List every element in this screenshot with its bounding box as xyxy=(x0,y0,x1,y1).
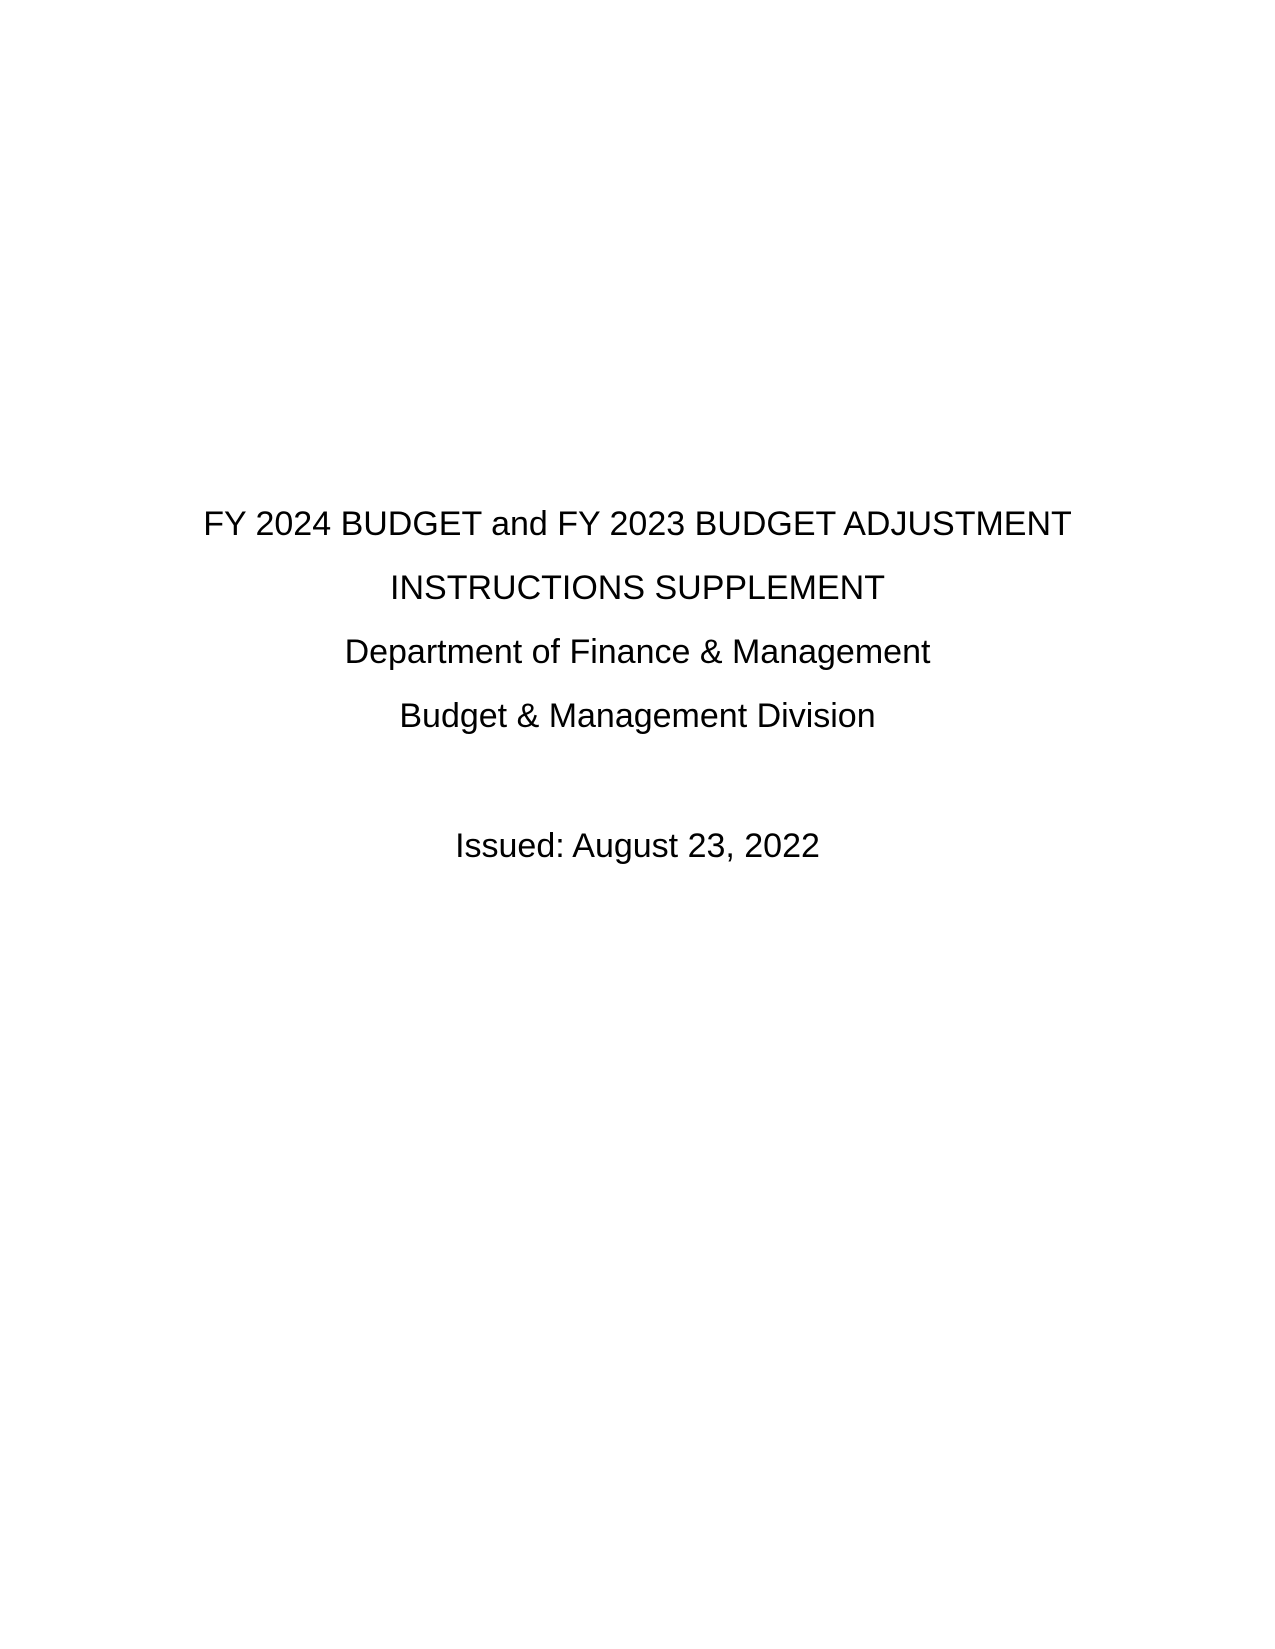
document-title-line-1: FY 2024 BUDGET and FY 2023 BUDGET ADJUSTMENT xyxy=(203,505,1072,543)
department-name: Department of Finance & Management xyxy=(344,633,931,671)
document-title-line-2: INSTRUCTIONS SUPPLEMENT xyxy=(390,569,885,607)
division-name: Budget & Management Division xyxy=(399,697,876,735)
cover-title-block xyxy=(0,492,1275,748)
issued-date: Issued: August 23, 2022 xyxy=(455,827,820,865)
